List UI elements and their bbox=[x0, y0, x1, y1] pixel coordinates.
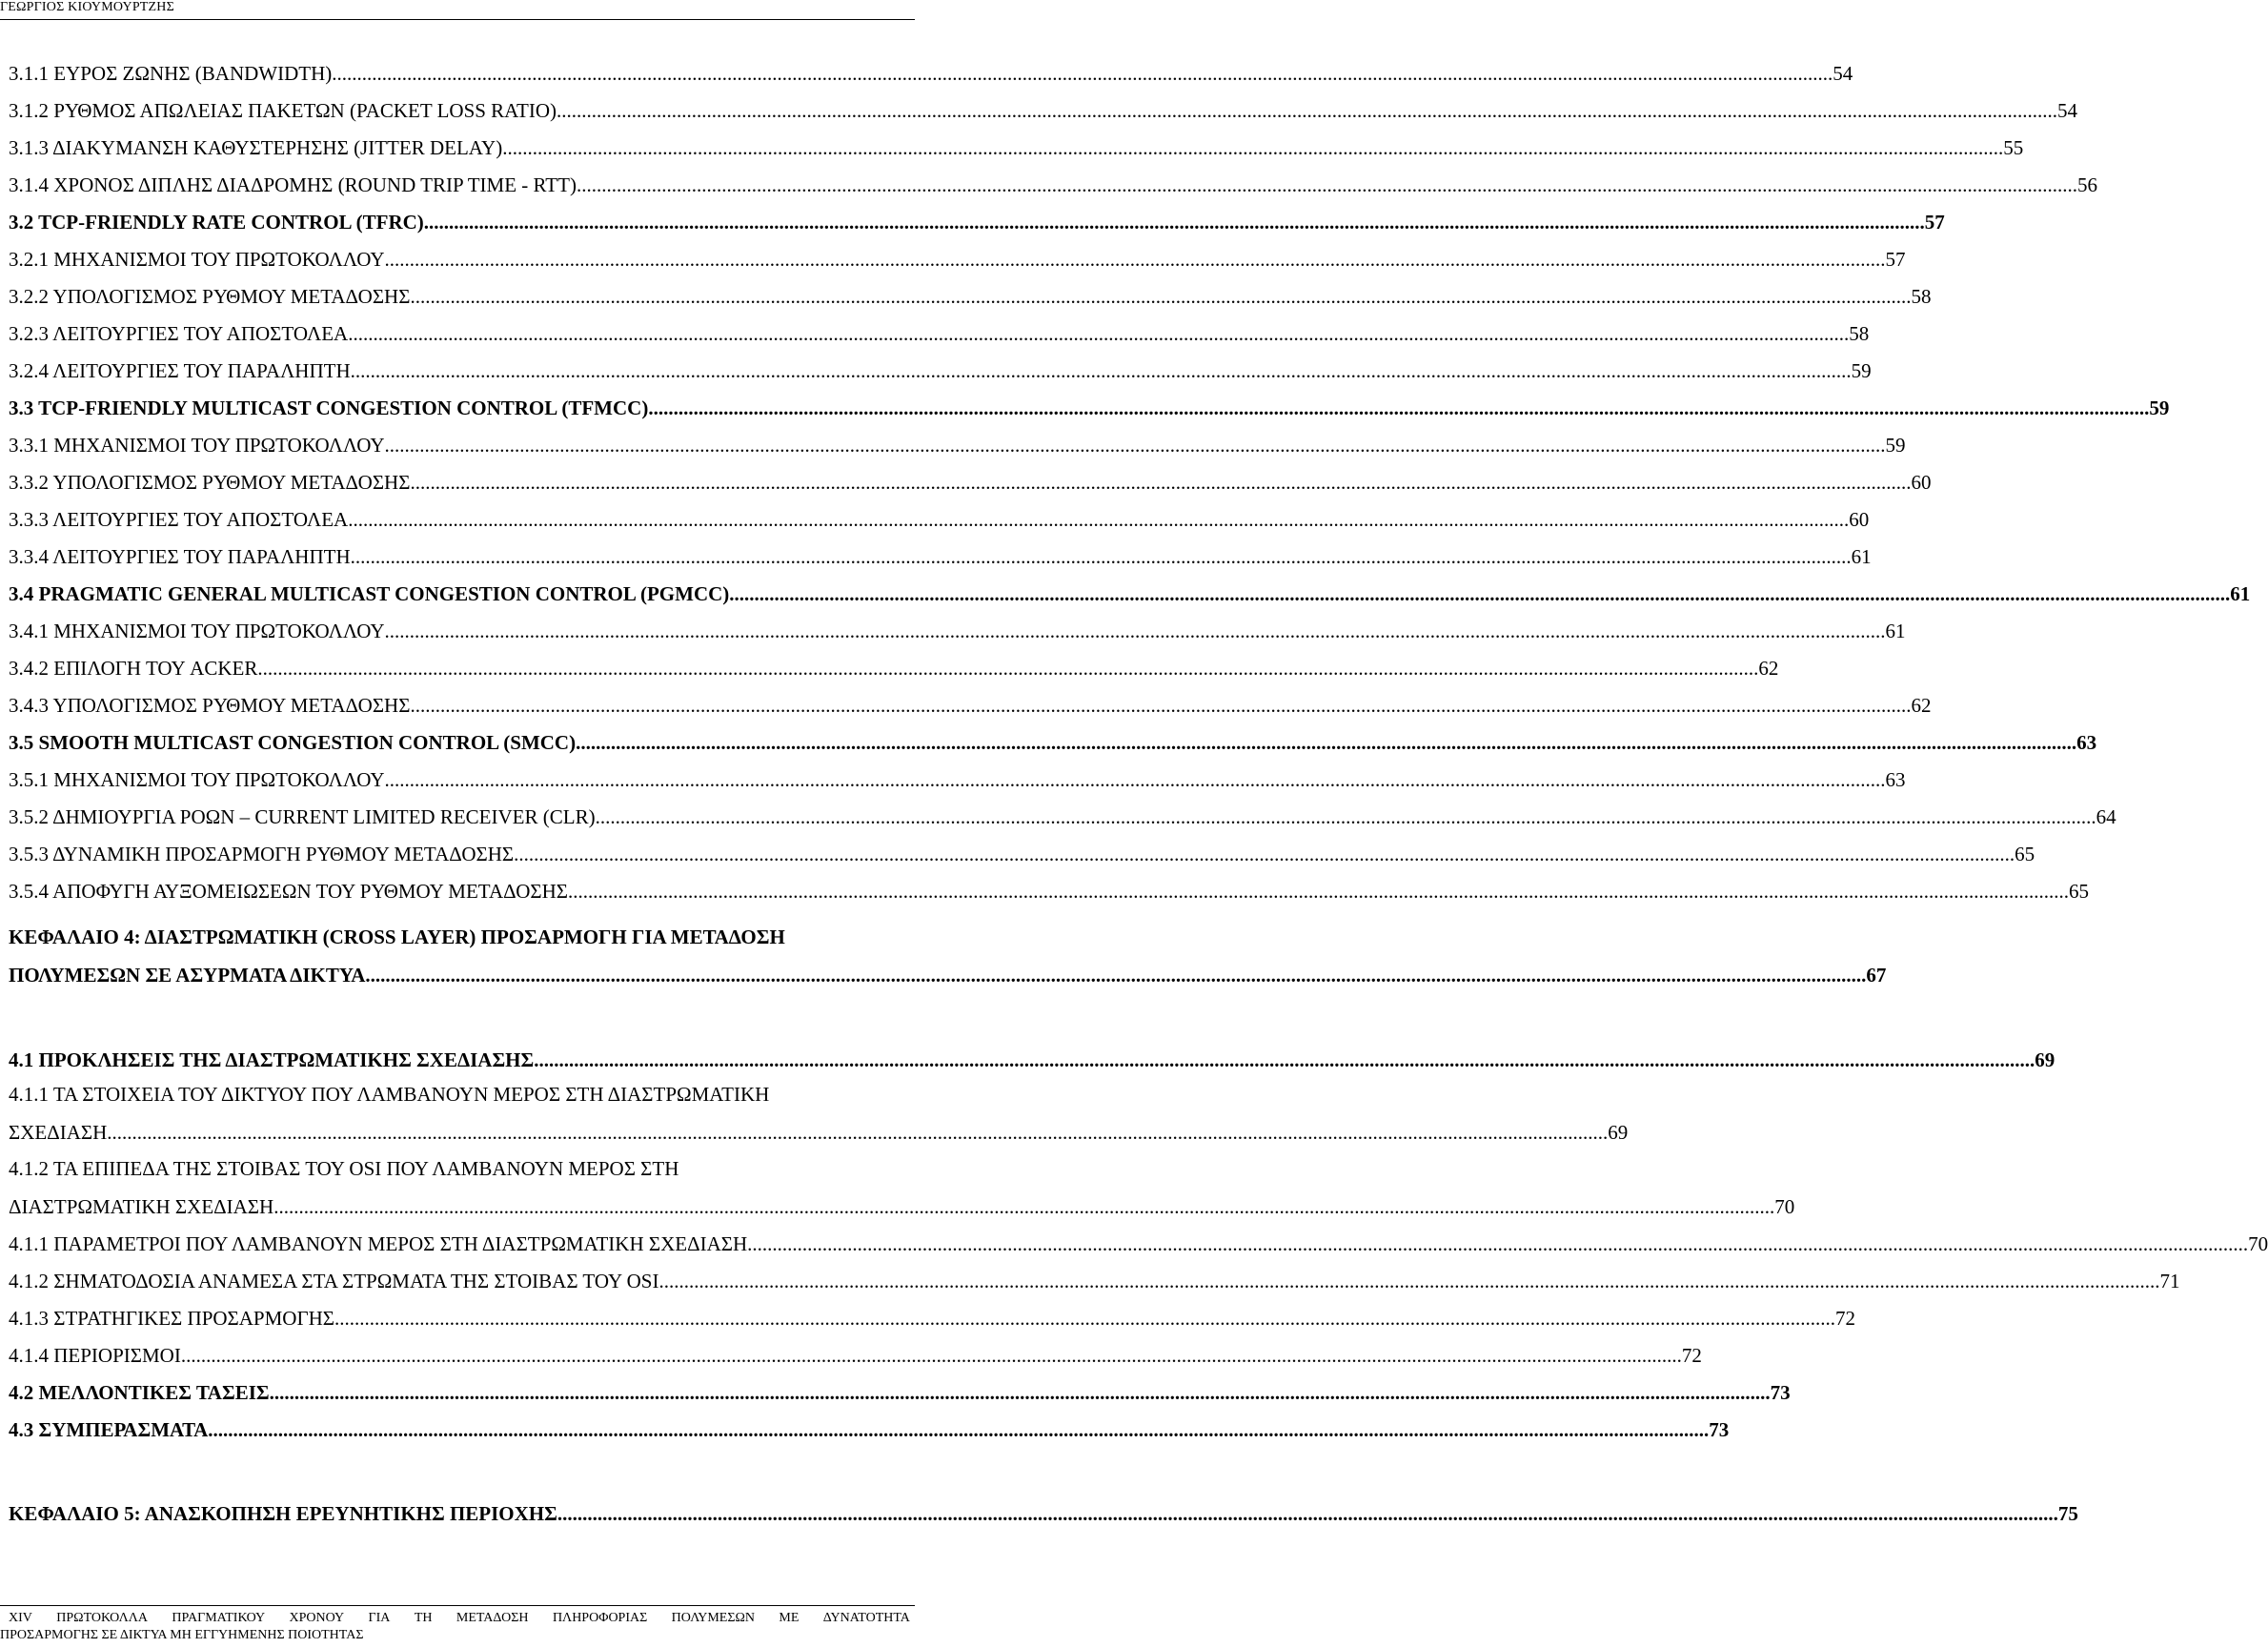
footer-title-word: ΤΗ bbox=[414, 1611, 433, 1625]
toc-entry-page: 55 bbox=[2003, 136, 2024, 159]
toc-entry bbox=[9, 355, 1872, 383]
toc-entry bbox=[9, 169, 2097, 197]
footer-title-word: ΧΡΟΝΟΥ bbox=[289, 1611, 345, 1625]
footer-title-word: ΓΙΑ bbox=[368, 1611, 391, 1625]
toc-entry bbox=[9, 392, 2170, 420]
toc-entry-page: 56 bbox=[2076, 173, 2097, 196]
toc-leader-dots: ............................................................................................................................................................................................................................................................................................................ bbox=[576, 731, 2077, 754]
footer-page-number: XIV bbox=[9, 1611, 32, 1625]
toc-leader-dots: ............................................................................................................................................................................................................................................................................................................ bbox=[348, 322, 1850, 345]
toc-entry bbox=[9, 466, 1932, 495]
toc-entry-title: 3.1.3 ΔΙΑΚΥΜΑΝΣΗ ΚΑΘΥΣΤΕΡΗΣΗΣ (JITTER DELAY) bbox=[9, 136, 503, 159]
toc-entry-title: 3.4.2 ΕΠΙΛΟΓΗ ΤΟΥ ACKER bbox=[9, 657, 258, 680]
toc-entry bbox=[9, 959, 1887, 987]
toc-leader-dots: ............................................................................................................................................................................................................................................................................................................ bbox=[269, 1381, 1771, 1404]
toc-entry-title: 3.3 TCP-FRIENDLY MULTICAST CONGESTION CONTROL (TFMCC) bbox=[9, 397, 649, 419]
toc-leader-dots: ............................................................................................................................................................................................................................................................................................................ bbox=[747, 1232, 2249, 1255]
toc-entry bbox=[9, 1414, 1730, 1442]
toc-entry-title: 3.2.1 ΜΗΧΑΝΙΣΜΟΙ ΤΟΥ ΠΡΩΤΟΚΟΛΛΟΥ bbox=[9, 248, 385, 271]
toc-entry-title: ΚΕΦΑΛΑΙΟ 5: ΑΝΑΣΚΟΠΗΣΗ ΕΡΕΥΝΗΤΙΚΗΣ ΠΕΡΙΟΧΗΣ bbox=[9, 1502, 557, 1525]
toc-entry bbox=[9, 801, 2116, 829]
toc-entry-page: 54 bbox=[1833, 62, 1853, 85]
toc-leader-dots: ............................................................................................................................................................................................................................................................................................................ bbox=[410, 285, 1912, 308]
toc-entry bbox=[9, 1190, 1795, 1219]
toc-entry-page: 65 bbox=[2069, 880, 2090, 903]
toc-entry-title: 3.3.3 ΛΕΙΤΟΥΡΓΙΕΣ ΤΟΥ ΑΠΟΣΤΟΛΕΑ bbox=[9, 508, 349, 531]
toc-leader-dots: ............................................................................................................................................................................................................................................................................................................ bbox=[273, 1195, 1775, 1218]
toc-entry-title: 3.2.3 ΛΕΙΤΟΥΡΓΙΕΣ ΤΟΥ ΑΠΟΣΤΟΛΕΑ bbox=[9, 322, 349, 345]
toc-entry-page: 71 bbox=[2159, 1270, 2180, 1292]
toc-entry bbox=[9, 132, 2024, 160]
toc-entry bbox=[9, 875, 2090, 904]
toc-entry-page: 73 bbox=[1770, 1381, 1791, 1404]
toc-entry-title: ΠΟΛΥΜΕΣΩΝ ΣΕ ΑΣΥΡΜΑΤΑ ΔΙΚΤΥΑ bbox=[9, 964, 366, 987]
toc-entry bbox=[9, 689, 1932, 718]
toc-entry-page: 63 bbox=[2076, 731, 2097, 754]
toc-entry-page: 72 bbox=[1834, 1307, 1855, 1330]
toc-entry-title: 3.3.4 ΛΕΙΤΟΥΡΓΙΕΣ ΤΟΥ ΠΑΡΑΛΗΠΤΗ bbox=[9, 545, 351, 568]
footer-title-word: ΠΟΛΥΜΕΣΩΝ bbox=[671, 1611, 756, 1625]
toc-entry-page: 63 bbox=[1885, 768, 1906, 791]
toc-entry-title: 3.2.2 ΥΠΟΛΟΓΙΣΜΟΣ ΡΥΘΜΟΥ ΜΕΤΑΔΟΣΗΣ bbox=[9, 285, 411, 308]
toc-entry-page: 70 bbox=[1774, 1195, 1795, 1218]
toc-entry-page: 57 bbox=[1885, 248, 1906, 271]
toc-entry bbox=[9, 57, 1853, 86]
toc-entry-title: 3.4.3 ΥΠΟΛΟΓΙΣΜΟΣ ΡΥΘΜΟΥ ΜΕΤΑΔΟΣΗΣ bbox=[9, 694, 411, 717]
running-header-author: ΓΕΩΡΓΙΟΣ ΚΙΟΥΜΟΥΡΤΖΗΣ bbox=[0, 0, 174, 14]
toc-entry-title: 4.2 ΜΕΛΛΟΝΤΙΚΕΣ ΤΑΣΕΙΣ bbox=[9, 1381, 270, 1404]
toc-entry-title: 3.2.4 ΛΕΙΤΟΥΡΓΙΕΣ ΤΟΥ ΠΑΡΑΛΗΠΤΗ bbox=[9, 359, 351, 382]
toc-entry-page: 64 bbox=[2096, 805, 2116, 828]
footer-rule bbox=[0, 1605, 915, 1606]
toc-entry-title: 3.3.1 ΜΗΧΑΝΙΣΜΟΙ ΤΟΥ ΠΡΩΤΟΚΟΛΛΟΥ bbox=[9, 434, 385, 457]
toc-entry-title: 4.1.3 ΣΤΡΑΤΗΓΙΚΕΣ ΠΡΟΣΑΡΜΟΓΗΣ bbox=[9, 1307, 334, 1330]
toc-entry bbox=[9, 1302, 1855, 1331]
toc-leader-dots: ............................................................................................................................................................................................................................................................................................................ bbox=[384, 620, 1886, 642]
toc-leader-dots: ............................................................................................................................................................................................................................................................................................................ bbox=[334, 1307, 1835, 1330]
toc-entry-title: 4.1 ΠΡΟΚΛΗΣΕΙΣ ΤΗΣ ΔΙΑΣΤΡΩΜΑΤΙΚΗΣ ΣΧΕΔΙΑΣΗΣ bbox=[9, 1048, 535, 1071]
toc-entry-title: 3.3.2 ΥΠΟΛΟΓΙΣΜΟΣ ΡΥΘΜΟΥ ΜΕΤΑΔΟΣΗΣ bbox=[9, 471, 411, 494]
toc-entry-title: 4.3 ΣΥΜΠΕΡΑΣΜΑΤΑ bbox=[9, 1418, 209, 1441]
toc-entry bbox=[9, 94, 2077, 123]
toc-leader-dots: ............................................................................................................................................................................................................................................................................................................ bbox=[729, 582, 2231, 605]
toc-leader-dots: ............................................................................................................................................................................................................................................................................................................ bbox=[658, 1270, 2160, 1292]
footer-title-word: ΔΥΝΑΤΟΤΗΤΑ bbox=[822, 1611, 910, 1625]
toc-leader-dots: ............................................................................................................................................................................................................................................................................................................ bbox=[180, 1344, 1682, 1367]
toc-entry bbox=[9, 1376, 1791, 1405]
toc-entry-line1: 4.1.1 ΤΑ ΣΤΟΙΧΕΙΑ ΤΟΥ ΔΙΚΤΥΟΥ ΠΟΥ ΛΑΜΒΑΝΟΥΝ ΜΕΡΟΣ ΣΤΗ ΔΙΑΣΤΡΩΜΑΤΙΚΗ bbox=[9, 1083, 770, 1106]
toc-entry-page: 70 bbox=[2248, 1232, 2268, 1255]
toc-entry bbox=[9, 578, 2251, 606]
toc-entry bbox=[9, 1228, 2268, 1256]
toc-entry-title: 3.1.2 ΡΥΘΜΟΣ ΑΠΩΛΕΙΑΣ ΠΑΚΕΤΩΝ (PACKET LOSS RATIO) bbox=[9, 99, 557, 122]
toc-entry-title: ΔΙΑΣΤΡΩΜΑΤΙΚΗ ΣΧΕΔΙΑΣΗ bbox=[9, 1195, 274, 1218]
toc-leader-dots: ............................................................................................................................................................................................................................................................................................................ bbox=[384, 768, 1886, 791]
toc-entry-title: 4.1.2 ΣΗΜΑΤΟΔΟΣΙΑ ΑΝΑΜΕΣΑ ΣΤΑ ΣΤΡΩΜΑΤΑ ΤΗΣ ΣΤΟΙΒΑΣ ΤΟΥ OSI bbox=[9, 1270, 659, 1292]
toc-entry-title: 4.1.4 ΠΕΡΙΟΡΙΣΜΟΙ bbox=[9, 1344, 181, 1367]
toc-entry-page: 65 bbox=[2015, 843, 2035, 865]
toc-entry-title: 3.5.3 ΔΥΝΑΜΙΚΗ ΠΡΟΣΑΡΜΟΓΗ ΡΥΘΜΟΥ ΜΕΤΑΔΟΣΗΣ bbox=[9, 843, 515, 865]
toc-entry-page: 75 bbox=[2057, 1502, 2078, 1525]
toc-leader-dots: ............................................................................................................................................................................................................................................................................................................ bbox=[384, 434, 1886, 457]
toc-leader-dots: ............................................................................................................................................................................................................................................................................................................ bbox=[350, 545, 1852, 568]
toc-entry-title: 4.1.1 ΠΑΡΑΜΕΤΡΟΙ ΠΟΥ ΛΑΜΒΑΝΟΥΝ ΜΕΡΟΣ ΣΤΗ ΔΙΑΣΤΡΩΜΑΤΙΚΗ ΣΧΕΔΙΑΣΗ bbox=[9, 1232, 748, 1255]
toc-leader-dots: ............................................................................................................................................................................................................................................................................................................ bbox=[568, 880, 2070, 903]
toc-entry-page: 67 bbox=[1866, 964, 1887, 987]
toc-entry-page: 57 bbox=[1924, 211, 1945, 234]
toc-entry-page: 59 bbox=[1885, 434, 1906, 457]
toc-entry bbox=[9, 540, 1872, 569]
toc-leader-dots: ............................................................................................................................................................................................................................................................................................................ bbox=[350, 359, 1852, 382]
toc-leader-dots: ............................................................................................................................................................................................................................................................................................................ bbox=[557, 99, 2057, 122]
toc-entry bbox=[9, 838, 2035, 866]
toc-entry-line1: ΚΕΦΑΛΑΙΟ 4: ΔΙΑΣΤΡΩΜΑΤΙΚΗ (CROSS LAYER) ΠΡΟΣΑΡΜΟΓΗ ΓΙΑ ΜΕΤΑΔΟΣΗ bbox=[9, 926, 785, 948]
toc-entry bbox=[9, 726, 2097, 755]
toc-leader-dots: ............................................................................................................................................................................................................................................................................................................ bbox=[423, 211, 1925, 234]
toc-entry-page: 61 bbox=[2230, 582, 2251, 605]
toc-entry-title: ΣΧΕΔΙΑΣΗ bbox=[9, 1121, 108, 1144]
toc-entry bbox=[9, 615, 1906, 643]
toc-leader-dots: ............................................................................................................................................................................................................................................................................................................ bbox=[348, 508, 1850, 531]
toc-leader-dots: ............................................................................................................................................................................................................................................................................................................ bbox=[107, 1121, 1609, 1144]
toc-leader-dots: ............................................................................................................................................................................................................................................................................................................ bbox=[557, 1502, 2058, 1525]
toc-entry-title: 3.4 PRAGMATIC GENERAL MULTICAST CONGESTION CONTROL (PGMCC) bbox=[9, 582, 730, 605]
toc-leader-dots: ............................................................................................................................................................................................................................................................................................................ bbox=[365, 964, 1867, 987]
toc-entry-page: 61 bbox=[1885, 620, 1906, 642]
toc-entry-page: 62 bbox=[1911, 694, 1932, 717]
toc-entry-title: 3.1.4 ΧΡΟΝΟΣ ΔΙΠΛΗΣ ΔΙΑΔΡΟΜΗΣ (ROUND TRIP TIME - RTT) bbox=[9, 173, 577, 196]
toc-leader-dots: ............................................................................................................................................................................................................................................................................................................ bbox=[514, 843, 2015, 865]
toc-leader-dots: ............................................................................................................................................................................................................................................................................................................ bbox=[534, 1048, 2035, 1071]
toc-entry bbox=[9, 1497, 2078, 1526]
toc-entry bbox=[9, 1044, 2055, 1072]
toc-entry bbox=[9, 503, 1870, 532]
toc-entry-page: 59 bbox=[1851, 359, 1872, 382]
footer-title-word: ΜΕ bbox=[779, 1611, 800, 1625]
toc-entry-page: 60 bbox=[1911, 471, 1932, 494]
toc-leader-dots: ............................................................................................................................................................................................................................................................................................................ bbox=[332, 62, 1833, 85]
toc-entry-page: 59 bbox=[2149, 397, 2170, 419]
toc-leader-dots: ............................................................................................................................................................................................................................................................................................................ bbox=[502, 136, 2004, 159]
toc-entry-page: 69 bbox=[1608, 1121, 1629, 1144]
toc-leader-dots: ............................................................................................................................................................................................................................................................................................................ bbox=[595, 805, 2096, 828]
toc-entry-page: 54 bbox=[2057, 99, 2077, 122]
toc-entry-page: 58 bbox=[1849, 322, 1870, 345]
toc-entry-title: 3.5 SMOOTH MULTICAST CONGESTION CONTROL (SMCC) bbox=[9, 731, 577, 754]
toc-entry bbox=[9, 1265, 2180, 1293]
header-rule bbox=[0, 19, 915, 20]
toc-entry bbox=[9, 317, 1870, 346]
footer-title-word: ΠΡΩΤΟΚΟΛΛΑ bbox=[56, 1611, 148, 1625]
toc-entry-page: 62 bbox=[1758, 657, 1779, 680]
toc-entry-title: 3.4.1 ΜΗΧΑΝΙΣΜΟΙ ΤΟΥ ΠΡΩΤΟΚΟΛΛΟΥ bbox=[9, 620, 385, 642]
toc-leader-dots: ............................................................................................................................................................................................................................................................................................................ bbox=[208, 1418, 1710, 1441]
toc-leader-dots: ............................................................................................................................................................................................................................................................................................................ bbox=[410, 694, 1912, 717]
toc-entry-title: 3.1.1 ΕΥΡΟΣ ΖΩΝΗΣ (BANDWIDTH) bbox=[9, 62, 333, 85]
toc-entry-title: 3.2 TCP-FRIENDLY RATE CONTROL (TFRC) bbox=[9, 211, 424, 234]
toc-entry-title: 3.5.1 ΜΗΧΑΝΙΣΜΟΙ ΤΟΥ ΠΡΩΤΟΚΟΛΛΟΥ bbox=[9, 768, 385, 791]
footer-line-2: ΠΡΟΣΑΡΜΟΓΗΣ ΣΕ ΔΙΚΤΥΑ ΜΗ ΕΓΓΥΗΜΕΝΗΣ ΠΟΙΟΤΗΤΑΣ bbox=[0, 1628, 364, 1642]
toc-entry-line1: 4.1.2 ΤΑ ΕΠΙΠΕΔΑ ΤΗΣ ΣΤΟΙΒΑΣ ΤΟΥ OSI ΠΟΥ ΛΑΜΒΑΝΟΥΝ ΜΕΡΟΣ ΣΤΗ bbox=[9, 1157, 679, 1180]
toc-entry bbox=[9, 243, 1906, 272]
toc-entry bbox=[9, 763, 1906, 792]
toc-entry-page: 60 bbox=[1849, 508, 1870, 531]
toc-leader-dots: ............................................................................................................................................................................................................................................................................................................ bbox=[576, 173, 2077, 196]
toc-entry-title: 3.5.2 ΔΗΜΙΟΥΡΓΙΑ ΡΟΩΝ – CURRENT LIMITED RECEIVER (CLR) bbox=[9, 805, 596, 828]
toc-leader-dots: ............................................................................................................................................................................................................................................................................................................ bbox=[384, 248, 1886, 271]
toc-entry bbox=[9, 1339, 1702, 1368]
toc-entry-page: 72 bbox=[1681, 1344, 1702, 1367]
toc-entry bbox=[9, 280, 1932, 309]
toc-entry-page: 61 bbox=[1851, 545, 1872, 568]
toc-entry bbox=[9, 652, 1779, 681]
footer-line-1 bbox=[9, 1611, 910, 1626]
toc-leader-dots: ............................................................................................................................................................................................................................................................................................................ bbox=[257, 657, 1759, 680]
toc-leader-dots: ............................................................................................................................................................................................................................................................................................................ bbox=[410, 471, 1912, 494]
footer-title-word: ΠΡΑΓΜΑΤΙΚΟΥ bbox=[172, 1611, 266, 1625]
toc-entry-title: 3.5.4 ΑΠΟΦΥΓΗ ΑΥΞΟΜΕΙΩΣΕΩΝ ΤΟΥ ΡΥΘΜΟΥ ΜΕΤΑΔΟΣΗΣ bbox=[9, 880, 569, 903]
footer-title-word: ΠΛΗΡΟΦΟΡΙΑΣ bbox=[552, 1611, 648, 1625]
toc-entry-page: 69 bbox=[2035, 1048, 2055, 1071]
toc-entry-page: 73 bbox=[1709, 1418, 1730, 1441]
toc-entry bbox=[9, 206, 1945, 234]
toc-entry bbox=[9, 1116, 1629, 1145]
toc-entry-page: 58 bbox=[1911, 285, 1932, 308]
footer-title-word: ΜΕΤΑΔΟΣΗ bbox=[456, 1611, 529, 1625]
toc-leader-dots: ............................................................................................................................................................................................................................................................................................................ bbox=[648, 397, 2150, 419]
toc-entry bbox=[9, 429, 1906, 458]
